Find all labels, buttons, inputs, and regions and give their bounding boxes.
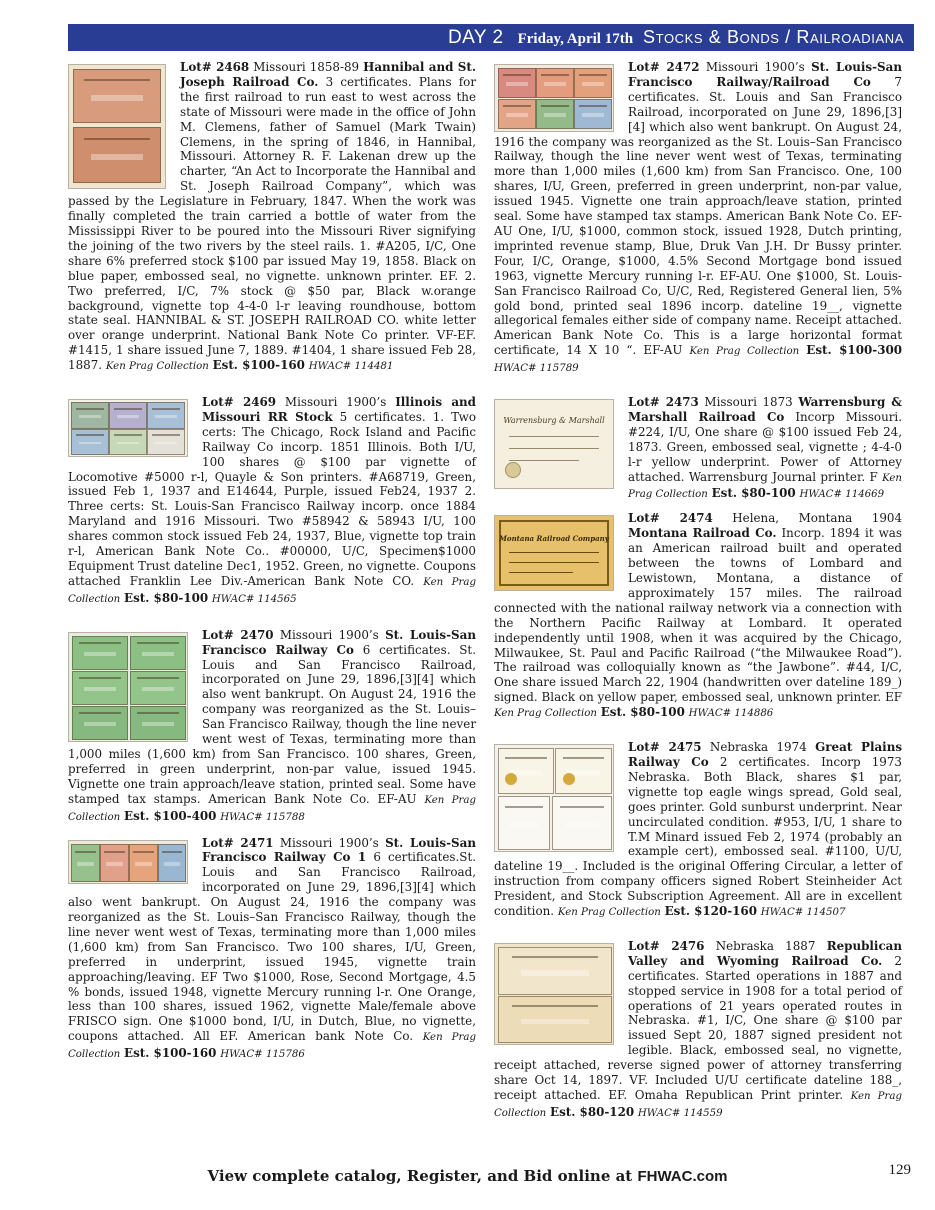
lot-company: Montana Railroad Co.: [628, 526, 777, 541]
lot-hwac: HWAC# 114507: [760, 907, 846, 919]
banner-category: Stocks & Bonds / Railroadiana: [643, 27, 904, 47]
lot-number: Lot# 2470: [202, 627, 274, 642]
lot-2471: [68, 836, 476, 1064]
lot-description: 2 certificates. Incorp 1973 Nebraska. Both Black, shares $1 par, vignette top eagle wings spread, Gold seal, goes printer. Gold sunburst underprint. Near uncirculated condition. #953, I/U, 1 share to T.M Minard issued Feb 2, 1974 (probably an example cert), embossed seal. #1100, U/U, dateline 19__. Included is the original Offering Circular, a letter of instruction from company officers signed Robert Steinheider Act President, and Stock Subscription Agreement. All are in excellent condition.: [494, 754, 902, 919]
certificate-lines: [509, 552, 599, 553]
lot-collection: Ken Prag Collection: [557, 907, 661, 919]
lot-2471-image[interactable]: [68, 840, 188, 884]
certificate-image: [498, 996, 612, 1043]
left-column: [68, 60, 476, 1063]
certificate-image: [130, 671, 186, 705]
footer-text: View complete catalog, Register, and Bid online at: [207, 1167, 633, 1185]
lot-2474-image[interactable]: [494, 515, 614, 591]
certificate-lines: [509, 436, 599, 437]
lot-origin: Missouri 1900’s: [705, 60, 805, 74]
page-number: 129: [888, 1162, 911, 1178]
lot-number: Lot# 2469: [202, 395, 277, 410]
banner-day: DAY 2: [447, 27, 504, 48]
lot-hwac: HWAC# 115788: [220, 811, 305, 823]
certificate-image: [73, 127, 161, 183]
certificate-image: [498, 99, 536, 129]
certificate-image: [536, 99, 574, 129]
certificate-lines: [509, 460, 579, 461]
certificate-lines: [509, 572, 573, 573]
lot-2470: [68, 628, 476, 826]
certificate-image: [158, 844, 186, 882]
lot-description: 7 certificates. St. Louis and San Francisco Railroad, incorporated on June 29, 1896,[3][4] which also went bankrupt. On August 24, 1916 the company was reorganized as the St. Louis–San Francisco Railway, though the line never went west of Texas, terminating more than 1,000 miles (1,600 km) from San Francisco. One, 100 shares, I/U, Green, preferred in green underprint, non-par value, issued 1945. Vignette one train approach/leave station, printed seal. Some have stamped tax stamps. American Bank Note Co. EF-AU One, I/U, $1000, common stock, issued 1928, Dutch printing, imprinted revenue stamp, Blue, Druk Van J.H. Dr Bussy printer. Four, I/C, Orange, $1000, 4.5% Second Mortgage bond issued 1963, vignette Mercury running l-r. EF-AU. One $1000, St. Louis-San Francisco Railroad Co, U/C, Red, Registered General lien, 5% gold bond, printed seal 1896 incorp. dateline 19__, vignette allegorical females either side of company name. Receipt attached. American Bank Note Co. This is a large horizontal format certificate, 14 X 10 “. EF-AU: [494, 74, 902, 358]
lot-number: Lot# 2474: [628, 511, 713, 526]
lot-2468-image[interactable]: [68, 64, 166, 189]
lot-company: Illinois and Missouri RR Stock: [202, 395, 476, 424]
certificate-lines: [509, 448, 599, 449]
certificate-image: [555, 748, 612, 794]
certificate-image: [574, 68, 612, 98]
lot-hwac: HWAC# 114559: [637, 1107, 723, 1119]
lot-estimate: Est. $80-120: [550, 1104, 635, 1119]
lot-origin: Nebraska 1887: [715, 938, 816, 953]
lot-estimate: Est. $100-160: [124, 1046, 217, 1061]
certificate-image: [72, 671, 128, 705]
certificate-image: [498, 748, 554, 794]
certificate-lines: [509, 562, 599, 563]
lot-hwac: HWAC# 114886: [688, 708, 774, 720]
lot-number: Lot# 2476: [628, 938, 705, 953]
certificate-title: Warrensburg & Marshall: [503, 416, 605, 426]
seal-icon: [505, 462, 521, 478]
lot-2475: [494, 740, 902, 921]
right-column: [494, 60, 902, 1122]
lot-hwac: HWAC# 114481: [308, 361, 394, 373]
lot-description: 2 certificates. Started operations in 1887 and stopped service in 1908 for a total period of operations of 21 years operated routes in Nebraska. #1, I/C, One share @ $100 par issued Sept 20, 1887 signed president not legible. Black, embossed seal, no vignette, receipt attached, reverse signed power of attorney transferring share Oct 14, 1897. VF. Included U/U certificate dateline 188_, receipt attached. EF. Omaha Republican Print printer.: [494, 953, 902, 1102]
certificate-image: [71, 429, 109, 455]
lot-hwac: HWAC# 115789: [494, 363, 579, 375]
footer: [0, 1167, 935, 1185]
certificate-image: [109, 402, 147, 429]
lot-origin: Nebraska 1974: [709, 740, 807, 755]
certificate-image: [129, 844, 158, 882]
lot-origin: Missouri 1873: [704, 395, 793, 410]
certificate-image: [536, 68, 574, 98]
lot-company: St. Louis-San Francisco Railway/Railroad Co: [628, 60, 902, 89]
lot-estimate: Est. $80-100: [711, 486, 796, 501]
lot-estimate: Est. $100-300: [806, 343, 903, 358]
lot-collection: Ken Prag Collection: [68, 1032, 476, 1061]
certificate-image: [574, 99, 612, 129]
lot-origin: Missouri 1858-89: [253, 60, 360, 74]
lot-2473-image[interactable]: [494, 399, 614, 489]
certificate-image: [498, 68, 536, 98]
document-image: [498, 796, 550, 850]
lot-2473: [494, 395, 902, 503]
certificate-image: [72, 706, 128, 740]
lot-collection: Ken Prag Collection: [494, 1091, 902, 1119]
lot-company: St. Louis-San Francisco Railway Co: [202, 627, 476, 657]
footer-site-link[interactable]: FHWAC.com: [637, 1168, 728, 1185]
lot-collection: Ken Prag Collection: [68, 794, 477, 823]
lot-hwac: HWAC# 115786: [220, 1049, 305, 1061]
lot-description: 6 certificates.St. Louis and San Francisco Railroad, incorporated on June 29, 1896,[3][4] which also went bankrupt. On August 24, 1916 the company was reorganized as the St. Louis–San Francisco Railway, though the line never went west of Texas, terminating more than 1,000 miles (1,600 km) from San Francisco. Two 100 shares, I/U, Green, preferred in underprint, issued 1945, vignette train approaching/leaving. EF Two $1000, Rose, Second Mortgage, 4.5 % bonds, issued 1948, vignette Mercury running l-r. One Orange, less than 100 shares, issued 1962, vignette Male/female above FRISCO sign. One $1000 bond, I/U, in Dutch, Blue, no vignette, coupons attached. All EF. American bank Note Co.: [68, 850, 477, 1044]
lot-description: 6 certificates. St. Louis and San Francisco Railroad, incorporated on June 29, 1896,[3][4] which also went bankrupt. On August 24, 1916 the company was reorganized as the St. Louis–San Francisco Railway, though the line never went west of Texas, terminating more than 1,000 miles (1,600 km) from San Francisco. 100 shares, Green, preferred in green underprint, non-par value, issued 1945. Vignette one train approach/leave station, printed seal. Some have stamped tax stamps. American Bank Note Co. EF-AU: [68, 642, 476, 806]
lot-origin: Missouri 1900’s: [279, 627, 379, 642]
lot-estimate: Est. $80-100: [124, 590, 209, 605]
certificate-image: [71, 844, 100, 882]
banner-date: Friday, April 17th: [517, 31, 634, 47]
seal-icon: [563, 773, 575, 785]
lot-2468: [68, 60, 476, 375]
certificate-image: [109, 429, 147, 455]
lot-estimate: Est. $100-400: [124, 808, 217, 823]
certificate-image: [498, 947, 612, 995]
certificate-title: Montana Railroad Company: [499, 534, 609, 544]
lot-description: 3 certificates. Plans for the first railroad to run east to west across the state of Missouri were made in the office of John M. Clemens, father of Samuel (Mark Twain) Clemens, in the spring of 1846, in Hannibal, Missouri. Attorney R. F. Lakenan drew up the charter, “An Act to Incorporate the Hannibal and St. Joseph Railroad Company”, which was passed by the Legislature in February, 1847. When the work was finally completed the train carried a bottle of water from the Mississippi River to be poured into the Missouri River signifying the joining of the two rivers by the steel rails. 1. #A205, I/C, One share 6% preferred stock $100 par issued May 19, 1858. Black on blue paper, embossed seal, no vignette. unknown printer. EF. 2. Two preferred, I/C, 7% stock @ $50 par, Black w.orange background, vignette top 4-4-0 l-r leaving roundhouse, bottom state seal. HANNIBAL & ST. JOSEPH RAILROAD CO. white letter over orange underprint. National Bank Note Co printer. VF-EF. #1415, 1 share issued June 7, 1889. #1404, 1 share issued Feb 28, 1887.: [68, 74, 477, 373]
lot-estimate: Est. $100-160: [212, 358, 305, 373]
section-banner: [68, 24, 914, 51]
lot-origin: Missouri 1900’s: [284, 395, 387, 410]
lot-company: Warrensburg & Marshall Railroad Co: [628, 395, 903, 424]
lot-estimate: Est. $80-100: [600, 705, 685, 720]
lot-number: Lot# 2475: [628, 740, 702, 755]
lot-origin: Missouri 1900’s: [279, 835, 379, 850]
lot-company: Hannibal and St. Joseph Railroad Co.: [180, 60, 476, 89]
lot-collection: Ken Prag Collection: [68, 576, 476, 605]
lot-2472-image[interactable]: [494, 64, 614, 132]
lot-collection: Ken Prag Collection: [628, 472, 902, 501]
lot-2476-image[interactable]: [494, 943, 614, 1045]
lot-description: Incorp Missouri. #224, I/U, One share @ $100 issued Feb 24, 1873. Green, embossed seal, vignette ; 4-4-0 l-r yellow underprint. Power of Attorney attached. Warrensburg Journal printer. F: [628, 409, 903, 484]
lot-number: Lot# 2468: [180, 60, 250, 74]
certificate-image: [100, 844, 129, 882]
lot-estimate: Est. $120-160: [664, 904, 757, 919]
lot-company: Republican Valley and Wyoming Railroad Co.: [628, 938, 903, 968]
certificate-image: [130, 636, 186, 670]
lot-company: Great Plains Railway Co: [628, 740, 903, 769]
lot-collection: Ken Prag Collection: [494, 708, 597, 720]
lot-collection: Ken Prag Collection: [105, 361, 209, 373]
certificate-image: [72, 636, 128, 670]
lot-2476: [494, 939, 902, 1122]
seal-icon: [505, 773, 517, 785]
lot-2470-image[interactable]: [68, 632, 188, 742]
lot-description: 5 certificates. 1. Two certs: The Chicago, Rock Island and Pacific Railway Co incorp. 1851 Illinois. Both I/U, 100 shares @ $100 par vignette of Locomotive #5000 r-l, Quayle & Son printers. #A68719, Green, issued Feb 1, 1937 and E14644, Purple, issued Feb24, 1937 2. Three certs: St. Louis-San Francisco Railway incorp. once 1884 Maryland and 1916 Missouri. Two #58942 & 58943 I/U, 100 shares common stock issued Feb 24, 1937, Blue, vignette top train r-l, American Bank Note Co.. #00000, U/C, Specimen$1000 Equipment Trust dateline Dec1, 1952. Green, no vignette. Coupons attached Franklin Lee Div.-American Bank Note CO.: [68, 409, 476, 588]
lot-company: St. Louis-San Francisco Railway Co 1: [202, 835, 476, 865]
lot-number: Lot# 2472: [628, 60, 700, 74]
lot-number: Lot# 2471: [202, 835, 274, 850]
lot-2475-image[interactable]: [494, 744, 614, 852]
certificate-image: [73, 69, 161, 123]
lot-2472: [494, 60, 902, 377]
lot-2469: [68, 395, 476, 608]
lot-origin: Helena, Montana 1904: [732, 511, 903, 526]
lot-description: Incorp. 1894 it was an American railroad built and operated between the towns of Lombard and Lewistown, Montana, a distance of approximately 157 miles. The railroad connected with the national railway network via a connection with the Northern Pacific Railway at Lombard. It operated independently until 1908, when it was acquired by the Chicago, Milwaukee, St. Paul and Pacific Railroad (“the Milwaukee Road”). The railroad was colloquially known as “the Jawbone”. #44, I/C, One share issued March 22, 1904 (handwritten over dateline 189_) signed. Black on yellow paper, embossed seal, unknown printer. EF: [494, 526, 902, 705]
lot-hwac: HWAC# 114565: [211, 593, 297, 605]
lot-number: Lot# 2473: [628, 395, 699, 410]
document-image: [552, 796, 612, 850]
certificate-image: [130, 706, 186, 740]
certificate-image: [147, 429, 185, 455]
lot-collection: Ken Prag Collection: [689, 346, 800, 358]
lot-2474: [494, 511, 902, 722]
lot-hwac: HWAC# 114669: [799, 489, 885, 501]
certificate-border: [499, 520, 609, 586]
certificate-image: [71, 402, 109, 429]
certificate-image: [147, 402, 185, 429]
lot-2469-image[interactable]: [68, 399, 188, 457]
